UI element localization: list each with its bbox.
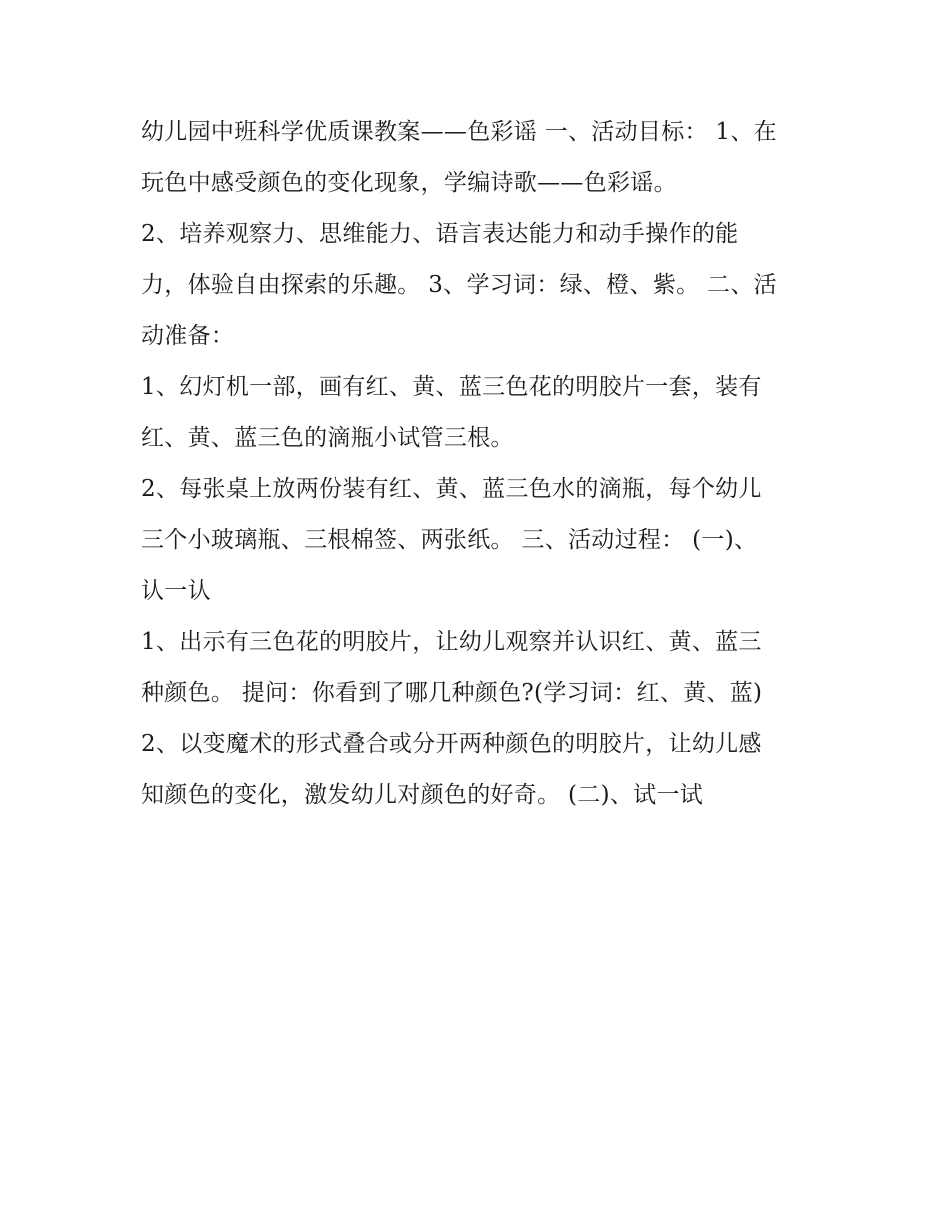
text-line-4: 力，体验自由探索的乐趣。 3、学习词：绿、橙、紫。 二、活 <box>141 272 777 298</box>
text-line-8: 2、每张桌上放两份装有红、黄、蓝三色水的滴瓶，每个幼儿 <box>141 476 762 502</box>
document-body <box>141 107 821 821</box>
text-line-12: 种颜色。 提问：你看到了哪几种颜色?(学习词：红、黄、蓝) <box>141 680 763 706</box>
text-line-14: 知颜色的变化，激发幼儿对颜色的好奇。 (二)、试一试 <box>141 782 704 808</box>
text-line-11: 1、出示有三色花的明胶片，让幼儿观察并认识红、黄、蓝三 <box>141 629 762 655</box>
text-line-7: 红、黄、蓝三色的滴瓶小试管三根。 <box>141 425 514 451</box>
text-line-5: 动准备： <box>141 323 235 349</box>
text-line-1: 幼儿园中班科学优质课教案——色彩谣 一、活动目标： 1、在 <box>141 119 777 145</box>
text-line-2: 玩色中感受颜色的变化现象，学编诗歌——色彩谣。 <box>141 170 677 196</box>
text-line-9: 三个小玻璃瓶、三根棉签、两张纸。 三、活动过程： (一)、 <box>141 527 758 553</box>
text-line-6: 1、幻灯机一部，画有红、黄、蓝三色花的明胶片一套，装有 <box>141 374 762 400</box>
text-line-10: 认一认 <box>141 578 211 604</box>
text-line-3: 2、培养观察力、思维能力、语言表达能力和动手操作的能 <box>141 221 739 247</box>
text-line-13: 2、以变魔术的形式叠合或分开两种颜色的明胶片，让幼儿感 <box>141 731 762 757</box>
